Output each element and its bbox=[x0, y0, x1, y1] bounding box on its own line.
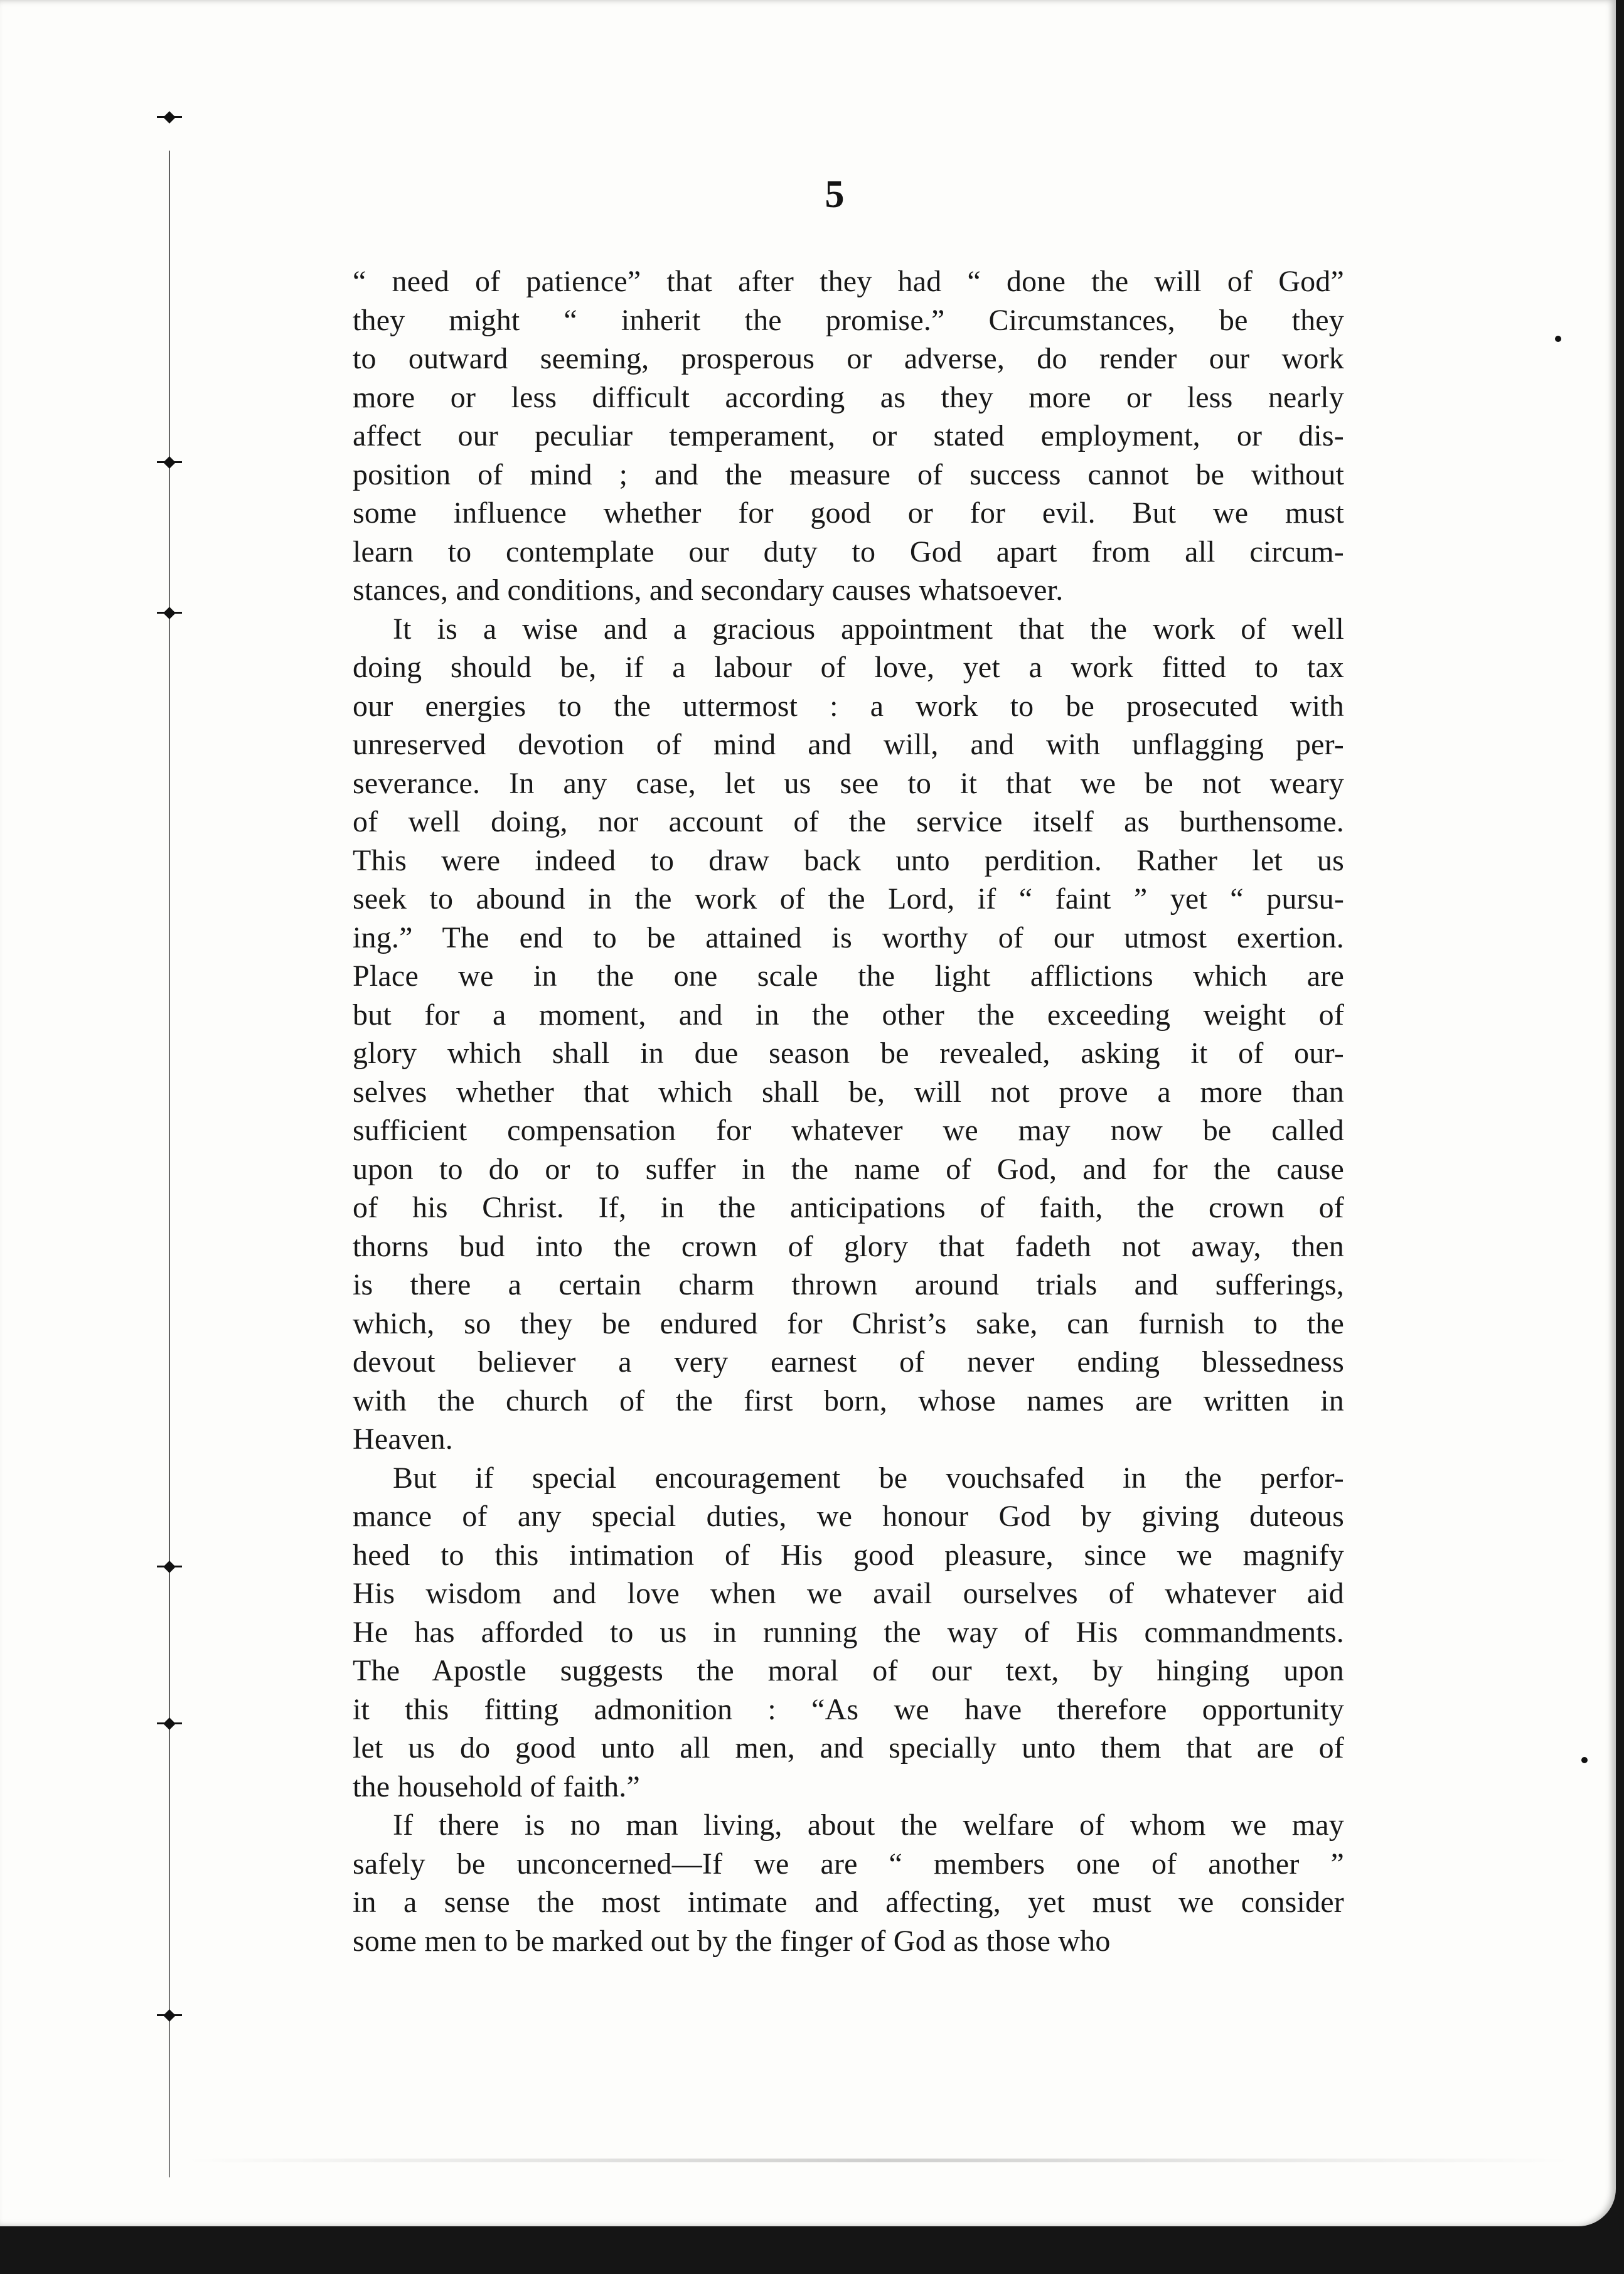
text-line: selves whether that which shall be, will not prove a more than bbox=[353, 1075, 1344, 1109]
text-line: This were indeed to draw back unto perdition. Rather let us bbox=[353, 843, 1344, 877]
text-line: is there a certain charm thrown around trials and sufferings, bbox=[353, 1268, 1344, 1301]
paragraph bbox=[353, 1806, 1344, 1960]
text-line: “ need of patience” that after they had “ done the will of God” bbox=[353, 265, 1344, 298]
binding-stitch-mark bbox=[157, 113, 182, 122]
text-line: devout believer a very earnest of never ending blessedness bbox=[353, 1345, 1344, 1379]
text-line: some influence whether for good or for evil. But we must bbox=[353, 496, 1344, 530]
text-line: some men to be marked out by the finger of God as those who bbox=[353, 1924, 1111, 1958]
text-line: ing.” The end to be attained is worthy of our utmost exertion. bbox=[353, 921, 1344, 954]
text-line: in a sense the most intimate and affecting, yet must we consider bbox=[353, 1886, 1344, 1919]
text-line: doing should be, if a labour of love, yet a work fitted to tax bbox=[353, 651, 1344, 684]
text-line: let us do good unto all men, and specially unto them that are of bbox=[353, 1731, 1344, 1764]
text-line: to outward seeming, prosperous or adverse, do render our work bbox=[353, 342, 1344, 375]
text-line: of well doing, nor account of the service itself as burthensome. bbox=[353, 805, 1344, 838]
text-line: but for a moment, and in the other the exceeding weight of bbox=[353, 998, 1344, 1032]
margin-dot bbox=[1581, 1757, 1588, 1763]
text-line: mance of any special duties, we honour God by giving duteous bbox=[353, 1500, 1344, 1533]
text-line: seek to abound in the work of the Lord, if “ faint ” yet “ pursu- bbox=[353, 882, 1344, 915]
text-line: they might “ inherit the promise.” Circumstances, be they bbox=[353, 303, 1344, 337]
text-line: sufficient compensation for whatever we may now be called bbox=[353, 1114, 1344, 1147]
text-line: upon to do or to suffer in the name of God, and for the cause bbox=[353, 1152, 1344, 1186]
text-line: thorns bud into the crown of glory that fadeth not away, then bbox=[353, 1229, 1344, 1263]
text-line: He has afforded to us in running the way of His commandments. bbox=[353, 1615, 1344, 1649]
text-line: severance. In any case, let us see to it that we be not weary bbox=[353, 766, 1344, 800]
text-line: affect our peculiar temperament, or stated employment, or dis- bbox=[353, 419, 1344, 452]
binding-stitch-mark bbox=[157, 1562, 182, 1571]
text-line: It is a wise and a gracious appointment that the work of well bbox=[393, 612, 1344, 646]
paragraph bbox=[353, 262, 1344, 610]
text-line: learn to contemplate our duty to God apart from all circum- bbox=[353, 535, 1344, 568]
text-line: safely be unconcerned—If we are “ members one of another ” bbox=[353, 1847, 1344, 1881]
text-line: it this fitting admonition : “As we have therefore opportunity bbox=[353, 1692, 1344, 1726]
text-line: position of mind ; and the measure of success cannot be without bbox=[353, 457, 1344, 491]
margin-dot bbox=[1555, 336, 1561, 342]
text-line: with the church of the first born, whose names are written in bbox=[353, 1384, 1344, 1417]
text-line: more or less difficult according as they more or less nearly bbox=[353, 380, 1344, 414]
text-line: Heaven. bbox=[353, 1423, 453, 1456]
text-line: unreserved devotion of mind and will, and with unflagging per- bbox=[353, 728, 1344, 761]
text-line: the household of faith.” bbox=[353, 1770, 641, 1803]
body-text bbox=[353, 262, 1344, 1960]
text-line: If there is no man living, about the welfare of whom we may bbox=[393, 1808, 1344, 1842]
text-line: stances, and conditions, and secondary causes whatsoever. bbox=[353, 574, 1064, 607]
text-line: heed to this intimation of His good pleasure, since we magnify bbox=[353, 1538, 1344, 1572]
text-line: which, so they be endured for Christ’s sake, can furnish to the bbox=[353, 1306, 1344, 1340]
binding-stitch-mark bbox=[157, 1719, 182, 1728]
text-line: His wisdom and love when we avail ourselves of whatever aid bbox=[353, 1577, 1344, 1610]
page-edge-wear bbox=[188, 2159, 1569, 2162]
text-line: our energies to the uttermost : a work to be prosecuted with bbox=[353, 689, 1344, 723]
text-line: The Apostle suggests the moral of our text, by hinging upon bbox=[353, 1654, 1344, 1687]
paragraph bbox=[353, 610, 1344, 1459]
paragraph bbox=[353, 1459, 1344, 1807]
text-line: But if special encouragement be vouchsafed in the perfor- bbox=[393, 1461, 1344, 1495]
text-line: Place we in the one scale the light afflictions which are bbox=[353, 959, 1344, 993]
page-number: 5 bbox=[825, 173, 845, 216]
binding-stitch-mark bbox=[157, 458, 182, 467]
binding-stitch-mark bbox=[157, 609, 182, 617]
binding-stitch-mark bbox=[157, 2011, 182, 2020]
text-line: of his Christ. If, in the anticipations of faith, the crown of bbox=[353, 1191, 1344, 1224]
text-line: glory which shall in due season be revealed, asking it of our- bbox=[353, 1037, 1344, 1070]
binding-line bbox=[169, 151, 170, 2177]
binding-spine bbox=[164, 151, 174, 2177]
